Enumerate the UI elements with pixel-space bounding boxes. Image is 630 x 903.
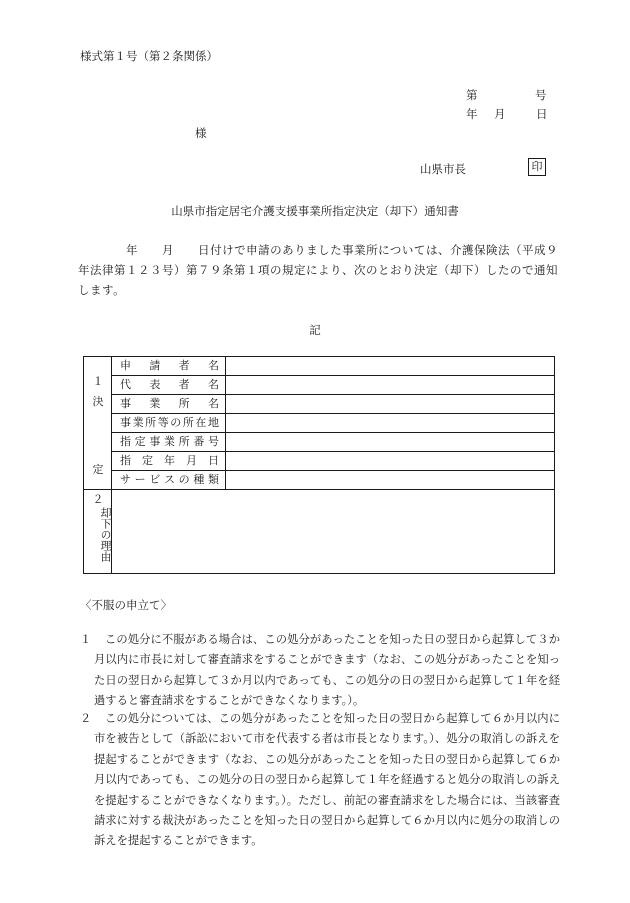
row-label-service-type: サービスの種類 <box>120 473 219 486</box>
objection-heading: 〈不服の申立て〉 <box>80 598 172 612</box>
section2-number: ２ <box>92 493 104 506</box>
objection-clause-1 <box>80 630 560 712</box>
row-label-representative-name: 代表者名 <box>120 378 219 391</box>
row-label-applicant-name: 申請者名 <box>120 359 219 372</box>
clause-number: ２ <box>80 712 92 725</box>
seal-stamp: 印 <box>528 158 546 176</box>
decision-table <box>83 356 555 574</box>
clause-number: １ <box>80 633 92 646</box>
section1-char: 決 <box>92 395 104 408</box>
clause-text: この処分に不服がある場合は、この処分があったことを知った日の翌日から起算して３か月以内に市長に対して審査請求をすることができます（なお、この処分があったことを知った日の翌日から起算して３か月以内であっても、この処分の日の翌日から起算して１年を経過すると審査請求をすることができなくなります。）。 <box>94 633 560 708</box>
table-divider <box>84 489 554 490</box>
addressee-suffix: 様 <box>195 126 207 140</box>
section1-char: 定 <box>92 463 104 476</box>
objection-clause-2 <box>80 709 560 852</box>
row-label-office-address: 事業所等の所在地 <box>120 416 219 429</box>
document-number-label: 第 <box>466 88 478 102</box>
date-year: 年 <box>466 107 478 121</box>
row-label-designation-date: 指定年月日 <box>120 454 219 467</box>
issue-date <box>466 106 548 122</box>
section2-label: 却下の理由 <box>99 507 112 562</box>
date-day: 日 <box>536 107 548 121</box>
row-label-office-number: 指定事業所番号 <box>120 435 219 448</box>
issuer-name: 山県市長 <box>420 162 466 176</box>
date-month: 月 <box>494 107 506 121</box>
ki-heading: 記 <box>309 323 321 337</box>
document-title: 山県市指定居宅介護支援事業所指定決定（却下）通知書 <box>171 204 459 218</box>
intro-paragraph: 年 月 日付けで申請のありました事業所については、介護保険法（平成９年法律第１２３号）第７９条第１項の規定により、次のとおり決定（却下）したので通知します。 <box>78 243 558 297</box>
row-label-office-name: 事業所名 <box>120 397 219 410</box>
document-number-unit: 号 <box>535 88 547 102</box>
clause-text: この処分については、この処分があったことを知った日の翌日から起算して６か月以内に市を被告として（訴訟において市を代表する者は市長となります。）、処分の取消しの訴えを提起することができます（なお、この処分があったことを知った日の翌日から起算して６か月以内であっても、この処分の日の翌日から起算して１年を経過すると処分の取消しの訴えを提起することができなくなります。）。ただし、前記の審査請求をした場合には、当該審査請求に対する裁決があったことを知った日の翌日から起算して６か月以内に処分の取消しの訴えを提起することができます。 <box>94 712 560 848</box>
section1-number: １ <box>92 375 104 388</box>
form-number: 様式第１号（第２条関係） <box>80 49 218 63</box>
